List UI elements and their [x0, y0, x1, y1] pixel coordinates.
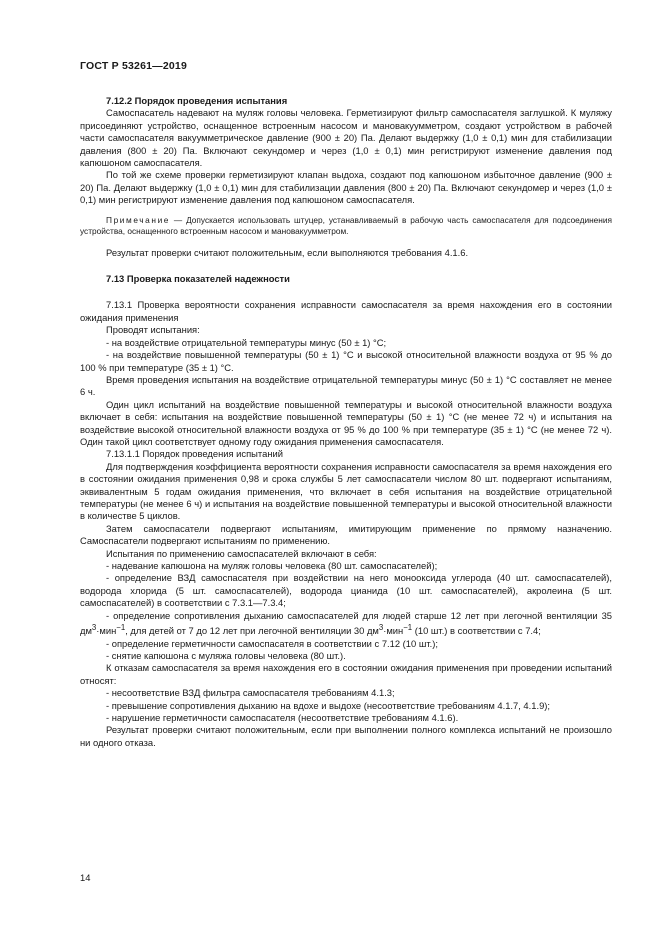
- superscript-minus-1: −1: [116, 623, 126, 633]
- section-7-13-title: 7.13 Проверка показателей надежности: [106, 273, 290, 285]
- note-text: — Допускается использовать штуцер, устанавливаемый в рабочую часть самоспасателя для подсоединения устройства, оснащенного встроенным насосом и мановакуумметром.: [80, 214, 612, 236]
- page-number: 14: [80, 872, 91, 883]
- use3-part-a: - определение сопротивления дыханию самоспасателей для людей старше 12 лет при легочной вентиляции 35 дм: [80, 609, 612, 637]
- failures-intro: К отказам самоспасателя за время нахождения его в состоянии ожидания применения при проведении испытаний относят:: [80, 662, 612, 686]
- use-test-item-3: [80, 610, 612, 638]
- failure-item-1: - несоответствие ВЗД фильтра самоспасателя требованиям 4.1.3;: [106, 687, 395, 699]
- test-item-1: - на воздействие отрицательной температуры минус (50 ± 1) °С;: [106, 336, 387, 348]
- use-test-item-1: - надевание капюшона на муляж головы человека (80 шт. самоспасателей);: [106, 560, 438, 571]
- section-7-12-2-result: Результат проверки считают положительным, если выполняются требования 4.1.6.: [106, 246, 469, 258]
- negative-temperature-duration: Время проведения испытания на воздействие отрицательной температуры минус (50 ± 1) °С составляет не менее 6 ч.: [80, 373, 612, 398]
- section-7-12-2-title: 7.12.2 Порядок проведения испытания: [106, 95, 288, 106]
- section-7-12-2-paragraph-1: Самоспасатель надевают на муляж головы человека. Герметизируют фильтр самоспасателя заглушкой. К муляжу присоединяют устройство, оснащенное встроенным насосом и мановакуумметром, создают устройством в рабочей части самоспасателя вакуумметрическое давление (900 ± 20) Па. Делают выдержку (1,0 ± 0,1) мин для стабилизации давления (800 ± 20) Па. Включают секундомер и через (1,0 ± 0,1) мин регистрируют изменение давления под капюшоном самоспасателя.: [80, 107, 612, 169]
- use3-part-e: (10 шт.) в соответствии с 7.4;: [412, 625, 541, 637]
- note-label: Примечание: [106, 214, 171, 225]
- section-7-12-2-paragraph-2: По той же схеме проверки герметизируют клапан выдоха, создают под капюшоном избыточное давление (900 ± 20) Па. Делают выдержку (1,0 ± 0,1) мин для стабилизации давления (800 ± 20) Па. Включают секундомер и через (1,0 ± 0,1) мин регистрируют изменение давления под капюшоном самоспасателя.: [80, 169, 612, 206]
- use-test-item-5: - снятие капюшона с муляжа головы человека (80 шт.).: [106, 649, 346, 661]
- superscript-minus-1: −1: [403, 623, 413, 633]
- failure-item-2: - превышение сопротивления дыханию на вдохе и выдохе (несоответствие требованиям 4.1.7, 4.1.9);: [106, 699, 551, 711]
- final-result: Результат проверки считают положительным, если при выполнении полного комплекса испытаний не произошло ни одного отказа.: [80, 724, 612, 748]
- use3-part-d: ·мин: [383, 625, 404, 637]
- page-body: [80, 95, 612, 749]
- note: [80, 215, 612, 237]
- superscript-3: 3: [91, 623, 97, 633]
- use3-part-b: ·мин: [96, 625, 117, 637]
- test-cycle-description: Один цикл испытаний на воздействие повышенной температуры и высокой относительной влажности воздуха включает в себя: испытания на воздействие повышенной температуры (50 ± 1) °С (не менее 72 ч) и испытания на воздействие высокой относительной влажности воздуха от 95 % до 100 % при температуре (35 ± 1) °С (не менее 72 ч). Один такой цикл соответствует одному году ожидания применения самоспасателя.: [80, 398, 612, 447]
- use-test-item-2: - определение ВЗД самоспасателя при воздействии на него монооксида углерода (40 шт. самоспасателей), водорода хлорида (5 шт. самоспасателей), водорода цианида (10 шт. самоспасателей), акролеина (5 шт. самоспасателей) в соответствии с 7.3.1—7.3.4;: [80, 572, 612, 609]
- section-7-13-1-paragraph: 7.13.1 Проверка вероятности сохранения исправности самоспасателя за время нахождения его в состоянии ожидания применения: [80, 299, 612, 323]
- section-7-13-1-1-title: 7.13.1.1 Порядок проведения испытаний: [106, 448, 283, 460]
- test-item-2: - на воздействие повышенной температуры (50 ± 1) °С и высокой относительной влажности воздуха от 95 % до 100 % при температуре (35 ± 1) °С.: [80, 349, 612, 373]
- tests-intro: Проводят испытания:: [106, 324, 200, 336]
- superscript-3: 3: [378, 623, 384, 633]
- then-paragraph: Затем самоспасатели подвергают испытаниям, имитирующим применение по прямому назначению. Самоспасатели подвергают испытаниям по применению.: [80, 522, 612, 547]
- use3-part-c: , для детей от 7 до 12 лет при легочной вентиляции 30 дм: [125, 625, 379, 637]
- confirmation-paragraph: Для подтверждения коэффициента вероятности сохранения исправности самоспасателя за время нахождения его в состоянии ожидания применения 0,98 и срока службы 5 лет самоспасатели числом 80 шт. подвергают испытаниям, эквивалентным 5 годам ожидания применения, что включает в себя испытания на воздействие отрицательной температуры (не менее 6 ч) и испытания на воздействие повышенной температуры и высокой относительной влажности в количестве 5 циклов.: [80, 460, 612, 522]
- use-test-item-4: - определение герметичности самоспасателя в соответствии с 7.12 (10 шт.);: [106, 637, 438, 649]
- use-tests-intro: Испытания по применению самоспасателей включают в себя:: [106, 547, 377, 559]
- failure-item-3: - нарушение герметичности самоспасателя (несоответствие требованиям 4.1.6).: [106, 712, 459, 723]
- document-header: ГОСТ Р 53261—2019: [80, 60, 188, 72]
